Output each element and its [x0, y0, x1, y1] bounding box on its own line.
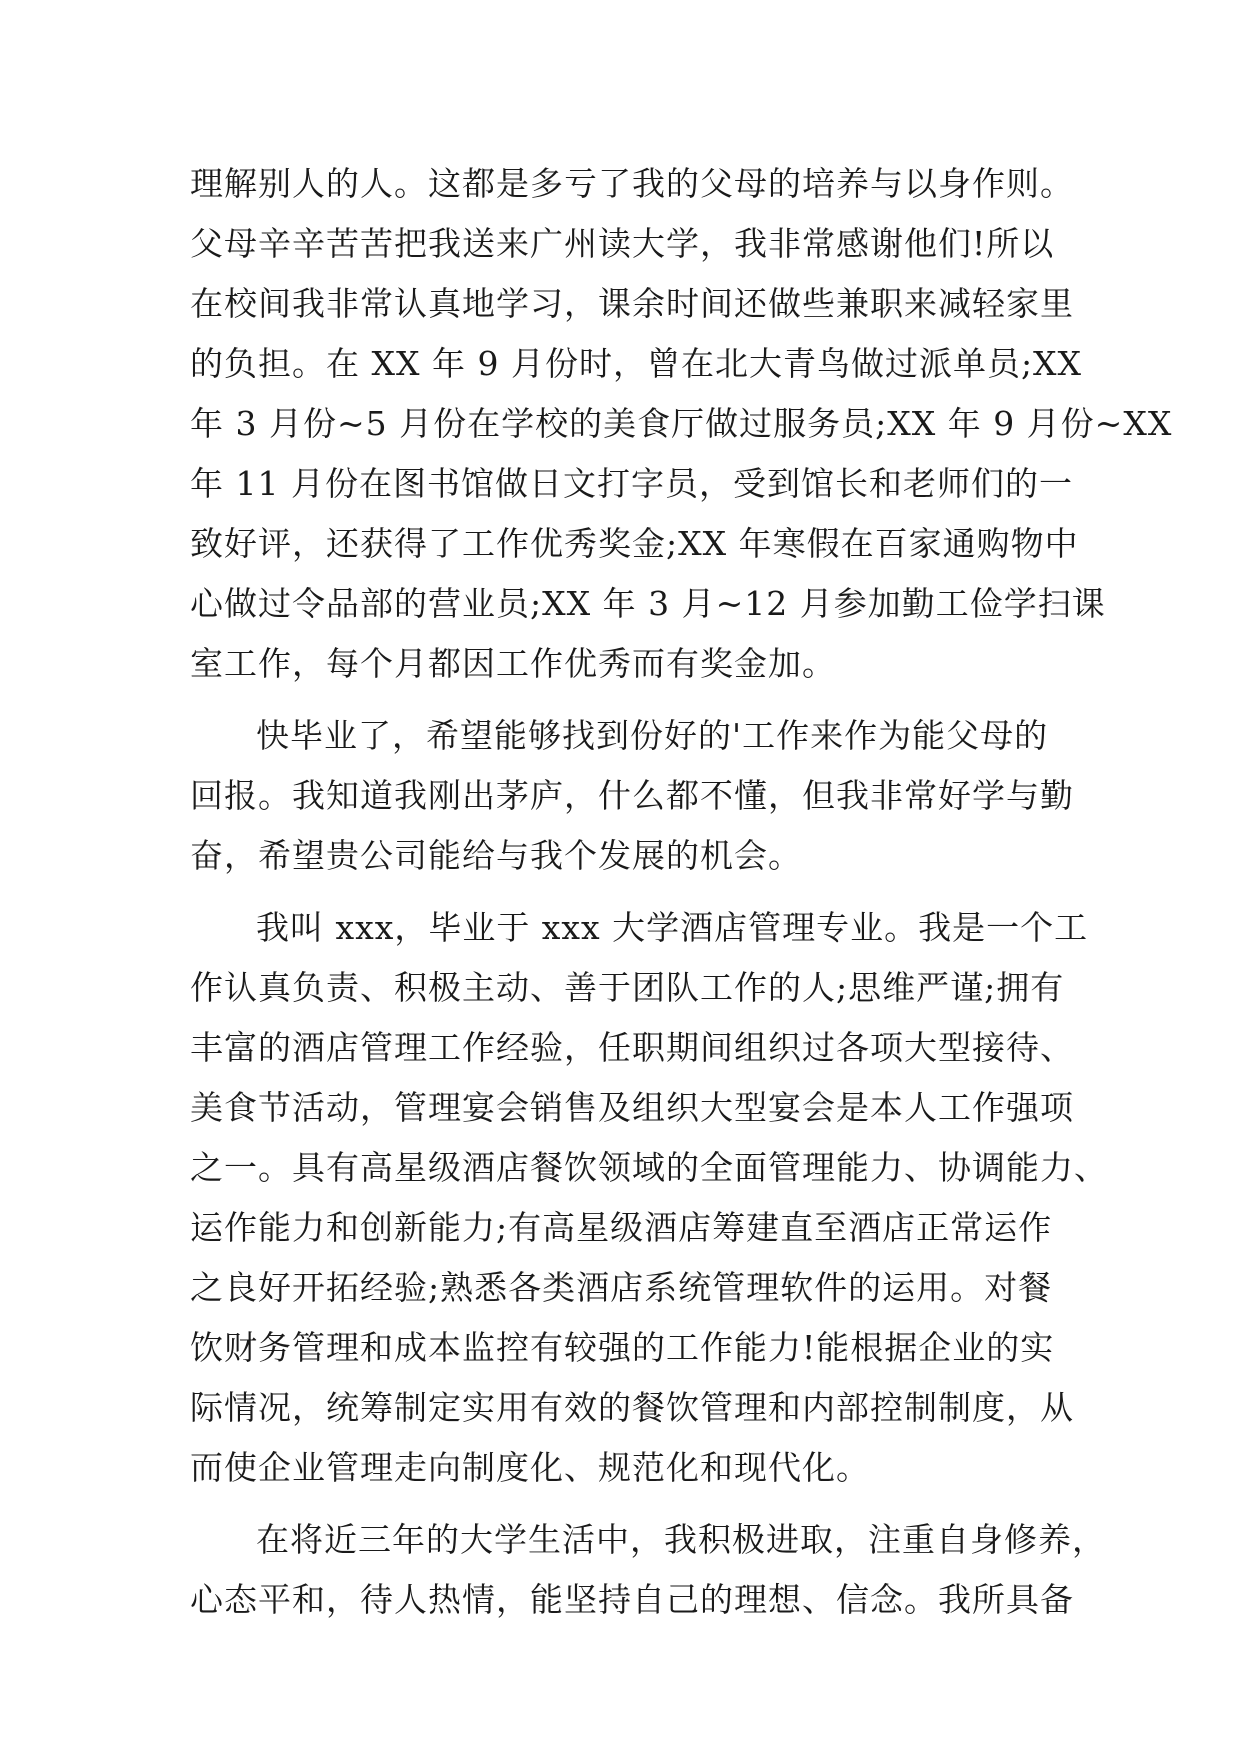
text-line: 理解别人的人。这都是多亏了我的父母的培养与以身作则。: [190, 164, 1074, 203]
text-line: 丰富的酒店管理工作经验，任职期间组织过各项大型接待、: [190, 1028, 1074, 1067]
text-line: 快毕业了，希望能够找到份好的'工作来作为能父母的: [256, 716, 1049, 755]
text-line: 父母辛辛苦苦把我送来广州读大学，我非常感谢他们!所以: [190, 224, 1055, 263]
body-text: [190, 154, 1173, 1630]
paragraph-1: [190, 154, 1173, 694]
text-line: 年 11 月份在图书馆做日文打字员，受到馆长和老师们的一: [190, 464, 1073, 503]
text-line: 年 3 月份~5 月份在学校的美食厅做过服务员;XX 年 9 月份~XX: [190, 404, 1173, 443]
text-line: 致好评，还获得了工作优秀奖金;XX 年寒假在百家通购物中: [190, 524, 1079, 563]
text-line: 运作能力和创新能力;有高星级酒店筹建直至酒店正常运作: [190, 1208, 1053, 1247]
paragraph-4: [190, 1510, 1106, 1630]
text-line: 在校间我非常认真地学习，课余时间还做些兼职来减轻家里: [190, 284, 1074, 323]
text-line: 心做过令品部的营业员;XX 年 3 月~12 月参加勤工俭学扫课: [190, 584, 1106, 623]
text-line: 的负担。在 XX 年 9 月份时，曾在北大青鸟做过派单员;XX: [190, 344, 1083, 383]
text-line: 我叫 xxx，毕业于 xxx 大学酒店管理专业。我是一个工: [256, 908, 1089, 947]
text-line: 美食节活动，管理宴会销售及组织大型宴会是本人工作强项: [190, 1088, 1074, 1127]
text-line: 作认真负责、积极主动、善于团队工作的人;思维严谨;拥有: [190, 968, 1065, 1007]
text-line: 回报。我知道我刚出茅庐，什么都不懂，但我非常好学与勤: [190, 776, 1074, 815]
text-line: 心态平和，待人热情，能坚持自己的理想、信念。我所具备: [190, 1580, 1074, 1619]
text-line: 奋，希望贵公司能给与我个发展的机会。: [190, 836, 802, 875]
text-line: 饮财务管理和成本监控有较强的工作能力!能根据企业的实: [190, 1328, 1055, 1367]
text-line: 在将近三年的大学生活中，我积极进取，注重自身修养，: [256, 1520, 1106, 1559]
paragraph-2: [190, 706, 1074, 886]
paragraph-3: [190, 898, 1108, 1498]
text-line: 之一。具有高星级酒店餐饮领域的全面管理能力、协调能力、: [190, 1148, 1108, 1187]
text-line: 际情况，统筹制定实用有效的餐饮管理和内部控制制度，从: [190, 1388, 1074, 1427]
text-line: 室工作，每个月都因工作优秀而有奖金加。: [190, 644, 836, 683]
text-line: 而使企业管理走向制度化、规范化和现代化。: [190, 1448, 870, 1487]
text-line: 之良好开拓经验;熟悉各类酒店系统管理软件的运用。对餐: [190, 1268, 1053, 1307]
